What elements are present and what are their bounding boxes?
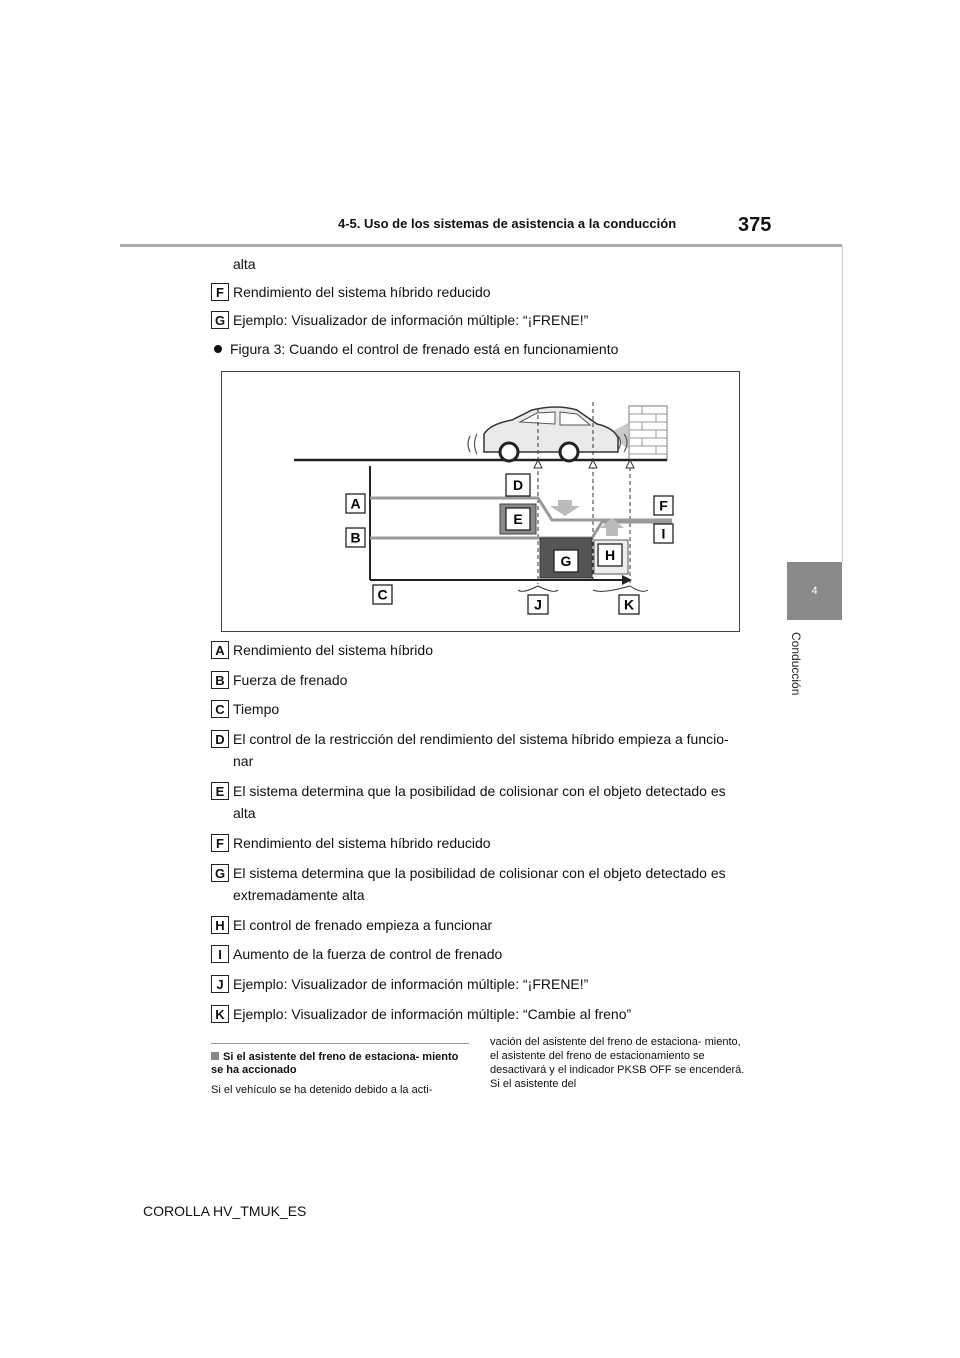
badge: I <box>211 945 229 963</box>
legend-text: Rendimiento del sistema híbrido <box>233 642 433 658</box>
figure-label-f: F <box>659 497 668 514</box>
legend-text: El sistema determina que la posibilidad de colisionar con el objeto detectado es <box>233 783 726 799</box>
note-rule <box>211 1043 469 1044</box>
legend-text: Fuerza de frenado <box>233 672 348 688</box>
header-rule <box>120 244 842 247</box>
figure-label-j: J <box>534 596 542 613</box>
legend-text: Ejemplo: Visualizador de información múltiple: “¡FRENE!” <box>233 976 589 992</box>
legend-text: Aumento de la fuerza de control de frenado <box>233 946 503 962</box>
legend-text: alta <box>233 805 256 821</box>
legend-text: El control de la restricción del rendimiento del sistema híbrido empieza a funcio- <box>233 731 729 747</box>
legend-text: Tiempo <box>233 701 280 717</box>
legend-text: Ejemplo: Visualizador de información múltiple: “Cambie al freno” <box>233 1006 632 1022</box>
badge: B <box>211 671 229 689</box>
figure-label-i: I <box>661 525 666 542</box>
side-label: Conducción <box>789 632 803 696</box>
badge: A <box>211 641 229 659</box>
badge: K <box>211 1005 229 1023</box>
side-rule <box>842 246 843 562</box>
badge: F <box>211 834 229 852</box>
legend-text: nar <box>233 753 254 769</box>
badge: D <box>211 730 229 748</box>
figure-label-e: E <box>513 511 523 527</box>
badge: G <box>211 864 229 882</box>
car-icon <box>468 407 627 461</box>
figure-label-a: A <box>350 495 361 512</box>
down-arrow <box>550 500 580 516</box>
legend-text: extremadamente alta <box>233 887 365 903</box>
badge: F <box>211 283 229 301</box>
side-tab: 4 <box>787 562 842 620</box>
intro-line-2: Rendimiento del sistema híbrido reducido <box>233 284 491 300</box>
badge: J <box>211 975 229 993</box>
brace-k <box>593 586 648 591</box>
badge: E <box>211 782 229 800</box>
section-title: 4-5. Uso de los sistemas de asistencia a la conducción <box>338 216 677 231</box>
figure-label-k: K <box>623 596 635 613</box>
figure-label-h: H <box>604 547 616 563</box>
brick-wall <box>629 406 667 460</box>
figure-3 <box>221 371 740 632</box>
brace-j <box>518 586 558 591</box>
note-title-block <box>211 1051 469 1077</box>
badge: C <box>211 700 229 718</box>
legend-text: El sistema determina que la posibilidad de colisionar con el objeto detectado es <box>233 865 726 881</box>
figure-caption-bullet <box>214 339 618 359</box>
figure-caption: Figura 3: Cuando el control de frenado está en funcionamiento <box>230 341 619 357</box>
page-number: 375 <box>738 214 772 236</box>
note-text-left: Si el vehículo se ha detenido debido a la acti- <box>211 1084 433 1096</box>
figure-label-b: B <box>350 529 361 546</box>
badge: H <box>211 916 229 934</box>
figure-label-g: G <box>560 553 572 569</box>
figure-label-d: D <box>512 477 524 493</box>
intro-line-3: Ejemplo: Visualizador de información múltiple: “¡FRENE!” <box>233 312 589 328</box>
time-axis-arrow <box>622 575 632 585</box>
figure-3-diagram <box>222 372 741 633</box>
intro-line-1: alta <box>233 256 256 272</box>
footer-model: COROLLA HV_TMUK_ES <box>143 1203 307 1219</box>
bullet-dot <box>214 345 222 353</box>
note-square-icon <box>211 1052 219 1060</box>
badge: G <box>211 311 229 329</box>
legend-text: El control de frenado empieza a funcionar <box>233 917 493 933</box>
legend-text: Rendimiento del sistema híbrido reducido <box>233 835 491 851</box>
note-title: Si el asistente del freno de estaciona- miento se ha accionado <box>211 1051 459 1076</box>
note-text-right: vación del asistente del freno de estaciona- miento, el asistente del freno de estacionamiento se desactivará y el indicador PKSB OFF se encenderá. Si el asistente del <box>490 1036 745 1090</box>
figure-label-c: C <box>377 586 388 603</box>
